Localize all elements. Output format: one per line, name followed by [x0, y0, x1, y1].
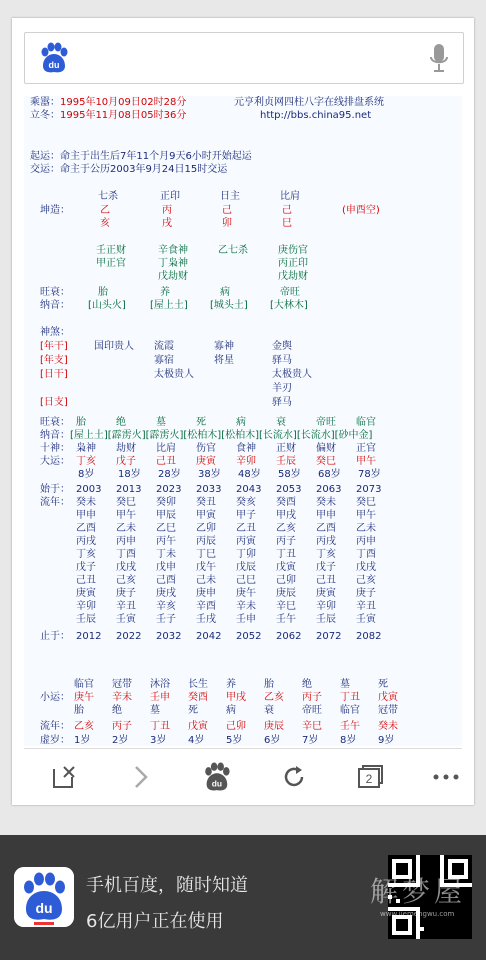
liunian-cell: 戊子 [316, 562, 336, 573]
liunian-cell: 己丑 [316, 575, 336, 586]
shensha-row-label: [日干] [40, 369, 68, 380]
close-tab-icon [50, 763, 78, 791]
xy-top: 绝 [302, 679, 312, 690]
liunian-cell: 丙申 [116, 536, 136, 547]
row-label: 旺衰： [40, 417, 70, 428]
xy-liunian: 丙子 [112, 721, 132, 732]
xy-sub: 病 [226, 705, 236, 716]
xy-age: 1岁 [74, 735, 91, 746]
svg-text:2: 2 [365, 772, 373, 786]
dayun-age: 78岁 [358, 469, 381, 480]
shensha-item: 驿马 [272, 397, 292, 408]
xy-pillar: 辛未 [112, 692, 132, 703]
wang: 胎 [76, 417, 86, 428]
liunian-cell: 庚寅 [76, 588, 96, 599]
shensha-item: 太极贵人 [154, 369, 194, 380]
shensha-item: 将星 [214, 355, 234, 366]
shishen: 食神 [236, 443, 256, 454]
liunian-cell: 乙卯 [196, 523, 216, 534]
row-label: 十神： [40, 443, 70, 454]
liunian-cell: 戊辰 [236, 562, 256, 573]
kun-label: 坤造： [40, 205, 70, 216]
close-tab-button[interactable] [48, 761, 80, 793]
end-year: 2012 [76, 631, 102, 642]
bazi-page-content [24, 96, 462, 746]
liunian-cell: 壬寅 [116, 614, 136, 625]
liunian-cell: 壬辰 [316, 614, 336, 625]
liunian-cell: 壬戌 [196, 614, 216, 625]
liunian-cell: 壬寅 [356, 614, 376, 625]
xy-sub: 临官 [340, 705, 360, 716]
liunian-cell: 甲戌 [276, 510, 296, 521]
xy-pillar: 癸酉 [188, 692, 208, 703]
liunian-cell: 癸巳 [356, 497, 376, 508]
shishen: 正财 [276, 443, 296, 454]
liunian-cell: 癸亥 [236, 497, 256, 508]
liunian-cell: 癸丑 [196, 497, 216, 508]
xy-age: 9岁 [378, 735, 395, 746]
svg-text:du: du [48, 60, 60, 70]
xy-pillar: 丁丑 [340, 692, 360, 703]
liunian-cell: 壬申 [236, 614, 256, 625]
dayun-age: 68岁 [318, 469, 341, 480]
dayun-age: 58岁 [278, 469, 301, 480]
browser-window [12, 18, 474, 805]
xy-top: 临官 [74, 679, 94, 690]
value: 命主于出生后7年11个月9天6小时开始起运 [60, 151, 252, 162]
liunian-cell: 戊申 [156, 562, 176, 573]
liunian-cell: 庚午 [236, 588, 256, 599]
end-year: 2052 [236, 631, 262, 642]
shishen: 正官 [356, 443, 376, 454]
liunian-cell: 甲子 [236, 510, 256, 521]
svg-text:du: du [35, 900, 53, 916]
liunian-cell: 辛丑 [116, 601, 136, 612]
dayun-pillar: 丁亥 [76, 456, 96, 467]
end-year: 2042 [196, 631, 222, 642]
liunian-cell: 甲午 [356, 510, 376, 521]
xy-liunian: 乙亥 [74, 721, 94, 732]
liunian-cell: 辛未 [236, 601, 256, 612]
liunian-cell: 辛酉 [196, 601, 216, 612]
hidden-stem: 丁枭神 [158, 258, 188, 269]
shishen: 劫财 [116, 443, 136, 454]
value: 1995年11月08日05时36分 [60, 110, 187, 121]
wang: 帝旺 [316, 417, 336, 428]
shishen-label: 比肩 [280, 191, 300, 202]
nayin-value: [大林木] [270, 300, 308, 311]
liunian-cell: 庚戌 [156, 588, 176, 599]
start-year: 2063 [316, 484, 342, 495]
browser-toolbar [24, 748, 462, 805]
row-label: 纳音： [40, 430, 70, 441]
stem: 丙 [162, 205, 172, 216]
liunian-cell: 乙未 [356, 523, 376, 534]
qiyun-line [30, 150, 252, 163]
liunian-cell: 甲午 [116, 510, 136, 521]
xy-sub: 绝 [112, 705, 122, 716]
liunian-cell: 丁丑 [276, 549, 296, 560]
wang-value: 病 [220, 287, 230, 298]
label: 起运： [30, 151, 60, 162]
start-year: 2013 [116, 484, 142, 495]
xy-liunian: 己卯 [226, 721, 246, 732]
liunian-cell: 戊戌 [116, 562, 136, 573]
row-label: 流年： [40, 721, 70, 732]
shensha-item: 羊刃 [272, 383, 292, 394]
stem: 己 [282, 205, 292, 216]
refresh-button[interactable] [278, 761, 310, 793]
xy-age: 2岁 [112, 735, 129, 746]
site-title: 元亨利贞网四柱八字在线排盘系统 [234, 97, 384, 108]
search-bar[interactable] [24, 32, 464, 84]
liunian-cell: 甲申 [316, 510, 336, 521]
xy-top: 冠带 [112, 679, 132, 690]
liunian-cell: 乙丑 [236, 523, 256, 534]
hidden-stem: 戊劫财 [158, 271, 188, 282]
wang: 死 [196, 417, 206, 428]
hidden-stem: 甲正官 [96, 258, 126, 269]
value: 1995年10月09日02时28分 [60, 97, 187, 108]
liunian-cell: 戊子 [76, 562, 96, 573]
xy-sub: 墓 [150, 705, 160, 716]
shensha-row-label: [年支] [40, 355, 68, 366]
stem: 乙 [100, 205, 110, 216]
xy-top: 墓 [340, 679, 350, 690]
xy-pillar: 甲戌 [226, 692, 246, 703]
shensha-item: 金舆 [272, 341, 292, 352]
shishen: 偏财 [316, 443, 336, 454]
shishen: 比肩 [156, 443, 176, 454]
xy-sub: 死 [188, 705, 198, 716]
liunian-cell: 甲申 [76, 510, 96, 521]
xy-sub: 衰 [264, 705, 274, 716]
kong-wang: (申酉空) [342, 205, 380, 216]
liunian-cell: 乙酉 [316, 523, 336, 534]
xy-sub: 胎 [74, 705, 84, 716]
xy-top: 死 [378, 679, 388, 690]
mic-icon[interactable] [429, 42, 449, 74]
liunian-cell: 丁酉 [356, 549, 376, 560]
liunian-cell: 癸未 [316, 497, 336, 508]
liunian-cell: 丙戌 [76, 536, 96, 547]
branch: 卯 [222, 218, 232, 229]
header-line-1 [30, 96, 186, 109]
nayin-value: [山头火] [88, 300, 126, 311]
liunian-cell: 庚申 [196, 588, 216, 599]
start-year: 2053 [276, 484, 302, 495]
wang: 病 [236, 417, 246, 428]
hidden-stem: 庚伤官 [278, 245, 308, 256]
liunian-cell: 乙酉 [76, 523, 96, 534]
jiaoyun-line [30, 163, 227, 176]
xy-liunian: 癸未 [378, 721, 398, 732]
wang-label: 旺衰： [40, 287, 70, 298]
shensha-row-label: [年干] [40, 341, 68, 352]
wang: 衰 [276, 417, 286, 428]
liunian-cell: 丁亥 [316, 549, 336, 560]
branch: 巳 [282, 218, 292, 229]
watermark-text: 解梦屋 [370, 875, 467, 908]
hidden-stem: 丙正印 [278, 258, 308, 269]
nayin-value: [城头土] [210, 300, 248, 311]
dayun-pillar: 辛卯 [236, 456, 256, 467]
dayun-pillar: 戊子 [116, 456, 136, 467]
liunian-cell: 己丑 [76, 575, 96, 586]
liunian-cell: 乙亥 [276, 523, 296, 534]
xy-sub: 帝旺 [302, 705, 322, 716]
liunian-cell: 丁未 [156, 549, 176, 560]
label: 交运： [30, 164, 60, 175]
shishen-label: 七杀 [98, 191, 118, 202]
start-year: 2033 [196, 484, 222, 495]
dayun-age: 48岁 [238, 469, 261, 480]
dayun-age: 8岁 [78, 469, 95, 480]
start-year: 2003 [76, 484, 102, 495]
tabs-icon [355, 763, 385, 791]
liunian-cell: 丙子 [276, 536, 296, 547]
liunian-cell: 壬子 [156, 614, 176, 625]
site-url[interactable]: http://bbs.china95.net [260, 110, 372, 121]
shensha-item: 寡宿 [154, 355, 174, 366]
row-label: 小运： [40, 692, 70, 703]
end-year: 2082 [356, 631, 382, 642]
liunian-cell: 庚子 [116, 588, 136, 599]
end-year: 2072 [316, 631, 342, 642]
liunian-cell: 己未 [196, 575, 216, 586]
liunian-cell: 辛卯 [76, 601, 96, 612]
xy-pillar: 戊寅 [378, 692, 398, 703]
xy-liunian: 庚辰 [264, 721, 284, 732]
svg-text:du: du [211, 778, 223, 789]
liunian-cell: 丙申 [356, 536, 376, 547]
liunian-cell: 甲寅 [196, 510, 216, 521]
banner-subtitle: 6亿用户正在使用 [86, 911, 224, 932]
shishen: 伤官 [196, 443, 216, 454]
dayun-pillar: 己丑 [156, 456, 176, 467]
stem: 己 [222, 205, 232, 216]
liunian-cell: 庚寅 [316, 588, 336, 599]
baidu-home-button[interactable] [200, 761, 232, 793]
dayun-age: 38岁 [198, 469, 221, 480]
end-year: 2032 [156, 631, 182, 642]
liunian-cell: 己卯 [276, 575, 296, 586]
liunian-cell: 癸酉 [276, 497, 296, 508]
row-label: 止于： [40, 631, 70, 642]
xy-pillar: 庚午 [74, 692, 94, 703]
start-year: 2073 [356, 484, 382, 495]
liunian-cell: 癸巳 [116, 497, 136, 508]
xy-sub: 冠带 [378, 705, 398, 716]
liunian-cell: 戊寅 [276, 562, 296, 573]
value: 命主于公历2003年9月24日15时交运 [60, 164, 228, 175]
branch: 戌 [162, 218, 172, 229]
liunian-cell: 辛巳 [276, 601, 296, 612]
nayin-row: [屋上土][霹雳火][霹雳火][松柏木][松柏木][长流水][长流水][砂中金] [70, 430, 373, 441]
dayun-pillar: 癸巳 [316, 456, 336, 467]
hidden-stem: 戊劫财 [278, 271, 308, 282]
dayun-age: 28岁 [158, 469, 181, 480]
shensha-item: 流霞 [154, 341, 174, 352]
branch: 亥 [100, 218, 110, 229]
row-label: 流年： [40, 497, 70, 508]
shensha-row-label: [日支] [40, 397, 68, 408]
liunian-cell: 癸未 [76, 497, 96, 508]
baidu-paw-icon[interactable] [37, 42, 69, 74]
dayun-age: 18岁 [118, 469, 141, 480]
shishen-label: 正印 [160, 191, 180, 202]
forward-icon [130, 763, 150, 791]
xy-top: 长生 [188, 679, 208, 690]
liunian-cell: 癸卯 [156, 497, 176, 508]
liunian-cell: 戊午 [196, 562, 216, 573]
liunian-cell: 戊戌 [356, 562, 376, 573]
refresh-icon [280, 763, 308, 791]
xy-pillar: 乙亥 [264, 692, 284, 703]
liunian-cell: 丙寅 [236, 536, 256, 547]
liunian-cell: 辛亥 [156, 601, 176, 612]
row-label: 大运： [40, 456, 70, 467]
forward-button[interactable] [124, 761, 156, 793]
baidu-app-icon[interactable] [14, 867, 74, 927]
xy-liunian: 壬午 [340, 721, 360, 732]
xy-age: 4岁 [188, 735, 205, 746]
more-icon [432, 772, 460, 782]
liunian-cell: 己亥 [356, 575, 376, 586]
xy-age: 7岁 [302, 735, 319, 746]
xy-top: 养 [226, 679, 236, 690]
liunian-cell: 丁卯 [236, 549, 256, 560]
liunian-cell: 丁酉 [116, 549, 136, 560]
xy-liunian: 丁丑 [150, 721, 170, 732]
end-year: 2022 [116, 631, 142, 642]
liunian-cell: 壬午 [276, 614, 296, 625]
liunian-cell: 乙未 [116, 523, 136, 534]
liunian-cell: 丙戌 [316, 536, 336, 547]
wang: 绝 [116, 417, 126, 428]
liunian-cell: 己亥 [116, 575, 136, 586]
xy-age: 5岁 [226, 735, 243, 746]
hidden-stem: 壬正财 [96, 245, 126, 256]
label: 乘嚣： [30, 97, 60, 108]
shensha-item: 国印贵人 [94, 341, 134, 352]
liunian-cell: 壬辰 [76, 614, 96, 625]
liunian-cell: 辛卯 [316, 601, 336, 612]
wang: 临官 [356, 417, 376, 428]
dayun-pillar: 甲午 [356, 456, 376, 467]
shensha-item: 太极贵人 [272, 369, 312, 380]
wang-value: 养 [160, 287, 170, 298]
liunian-cell: 庚辰 [276, 588, 296, 599]
shishen-label: 日主 [220, 191, 240, 202]
banner-title: 手机百度，随时知道 [86, 875, 248, 896]
shensha-item: 驿马 [272, 355, 292, 366]
liunian-cell: 辛丑 [356, 601, 376, 612]
start-year: 2043 [236, 484, 262, 495]
wang-value: 胎 [98, 287, 108, 298]
wang: 墓 [156, 417, 166, 428]
liunian-cell: 丁巳 [196, 549, 216, 560]
liunian-cell: 庚子 [356, 588, 376, 599]
baidu-home-icon [201, 762, 231, 792]
shishen: 枭神 [76, 443, 96, 454]
dayun-pillar: 庚寅 [196, 456, 216, 467]
shensha-item: 寡神 [214, 341, 234, 352]
xy-age: 6岁 [264, 735, 281, 746]
xy-liunian: 戊寅 [188, 721, 208, 732]
xy-liunian: 辛巳 [302, 721, 322, 732]
row-label: 始于： [40, 484, 70, 495]
xy-pillar: 丙子 [302, 692, 322, 703]
tabs-button[interactable] [354, 761, 386, 793]
label: 立冬： [30, 110, 60, 121]
xy-top: 胎 [264, 679, 274, 690]
nayin-label: 纳音： [40, 300, 70, 311]
header-line-2 [30, 109, 186, 122]
liunian-cell: 甲辰 [156, 510, 176, 521]
xy-age: 8岁 [340, 735, 357, 746]
xy-age: 3岁 [150, 735, 167, 746]
liunian-cell: 丙午 [156, 536, 176, 547]
liunian-cell: 己巳 [236, 575, 256, 586]
row-label: 虚岁： [40, 735, 70, 746]
end-year: 2062 [276, 631, 302, 642]
xy-pillar: 壬申 [150, 692, 170, 703]
xy-top: 沐浴 [150, 679, 170, 690]
hidden-stem: 辛食神 [158, 245, 188, 256]
shensha-label: 神煞： [40, 327, 70, 338]
hidden-stem: 乙七杀 [218, 245, 248, 256]
start-year: 2023 [156, 484, 182, 495]
liunian-cell: 丙辰 [196, 536, 216, 547]
liunian-cell: 丁亥 [76, 549, 96, 560]
dayun-pillar: 壬辰 [276, 456, 296, 467]
liunian-cell: 己酉 [156, 575, 176, 586]
more-button[interactable] [430, 761, 462, 793]
wang-value: 帝旺 [280, 287, 300, 298]
watermark-url: www.jiemengwu.com [380, 910, 455, 918]
nayin-value: [屋上土] [150, 300, 188, 311]
liunian-cell: 乙巳 [156, 523, 176, 534]
